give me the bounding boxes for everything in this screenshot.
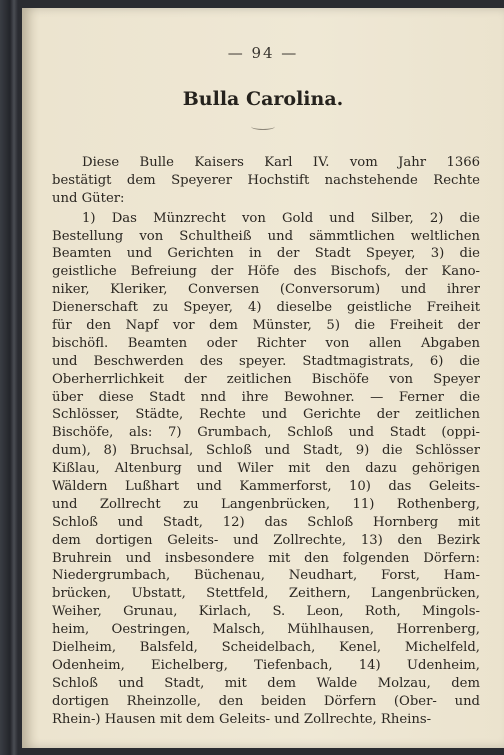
text-line: und Güter:: [52, 190, 125, 206]
book-page: [22, 8, 504, 748]
text-line: Bruhrein und insbesondere mit den folgenden Dörfern:: [52, 550, 480, 566]
text-line: geistliche Befreiung der Höfe des Bischofs, der Kano-: [52, 264, 480, 280]
text-line: für den Napf vor dem Münster, 5) die Freiheit der: [52, 318, 480, 334]
title-ornament: [251, 123, 275, 130]
text-line: heim, Oestringen, Malsch, Mühlhausen, Horrenberg,: [52, 622, 480, 638]
text-line: Niedergrumbach, Büchenau, Neudhart, Forst, Ham-: [52, 568, 480, 584]
text-line: Schlösser, Städte, Rechte und Gerichte der zeitlichen: [52, 407, 480, 423]
page-number: — 94 —: [227, 44, 299, 62]
text-line: Weiher, Grunau, Kirlach, S. Leon, Roth, Mingols-: [52, 604, 480, 620]
text-line: Dielheim, Balsfeld, Scheidelbach, Kenel, Michelfeld,: [52, 640, 480, 656]
text-line: Odenheim, Eichelberg, Tiefenbach, 14) Udenheim,: [52, 657, 480, 673]
text-line: Schloß und Stadt, mit dem Walde Molzau, dem: [52, 675, 480, 691]
text-line: über diese Stadt nnd ihre Bewohner. — Ferner die: [52, 389, 480, 405]
body-text: [52, 154, 480, 729]
text-line: und Beschwerden des speyer. Stadtmagistrats, 6) die: [52, 353, 480, 369]
text-line: 1) Das Münzrecht von Gold und Silber, 2) die: [82, 210, 480, 226]
text-line: und Zollrecht zu Langenbrücken, 11) Rothenberg,: [52, 496, 480, 512]
page-title: Bulla Carolina.: [182, 88, 344, 110]
text-line: niker, Kleriker, Conversen (Conversorum) und ihrer: [52, 282, 480, 298]
text-line: Bischöfe, als: 7) Grumbach, Schloß und Stadt (oppi-: [52, 425, 480, 441]
text-line: bestätigt dem Speyerer Hochstift nachstehende Rechte: [52, 172, 480, 188]
text-line: dem dortigen Geleits- und Zollrechte, 13) den Bezirk: [52, 532, 480, 548]
text-line: dortigen Rheinzolle, den beiden Dörfern (Ober- und: [52, 693, 480, 709]
text-line: Beamten und Gerichten in der Stadt Speyer, 3) die: [52, 246, 480, 262]
text-line: Schloß und Stadt, 12) das Schloß Hornberg mit: [52, 514, 480, 530]
text-line: Wäldern Lußhart und Kammerforst, 10) das Geleits-: [52, 479, 480, 495]
text-line: Dienerschaft zu Speyer, 4) dieselbe geistliche Freiheit: [52, 300, 480, 316]
text-line: bischöfl. Beamten oder Richter von allen Abgaben: [52, 335, 480, 351]
text-line: Diese Bulle Kaisers Karl IV. vom Jahr 1366: [82, 155, 480, 170]
text-line: dum), 8) Bruchsal, Schloß und Stadt, 9) die Schlösser: [52, 443, 480, 459]
text-line: Oberherrlichkeit der zeitlichen Bischöfe von Speyer: [52, 371, 480, 387]
text-line: brücken, Ubstatt, Stettfeld, Zeithern, Langenbrücken,: [52, 586, 480, 602]
text-line: Bestellung von Schultheiß und sämmtlichen weltlichen: [52, 228, 480, 244]
text-line: Kißlau, Altenburg und Wiler mit den dazu gehörigen: [52, 461, 480, 477]
text-line: Rhein-) Hausen mit dem Geleits- und Zollrechte, Rheins-: [52, 711, 432, 727]
